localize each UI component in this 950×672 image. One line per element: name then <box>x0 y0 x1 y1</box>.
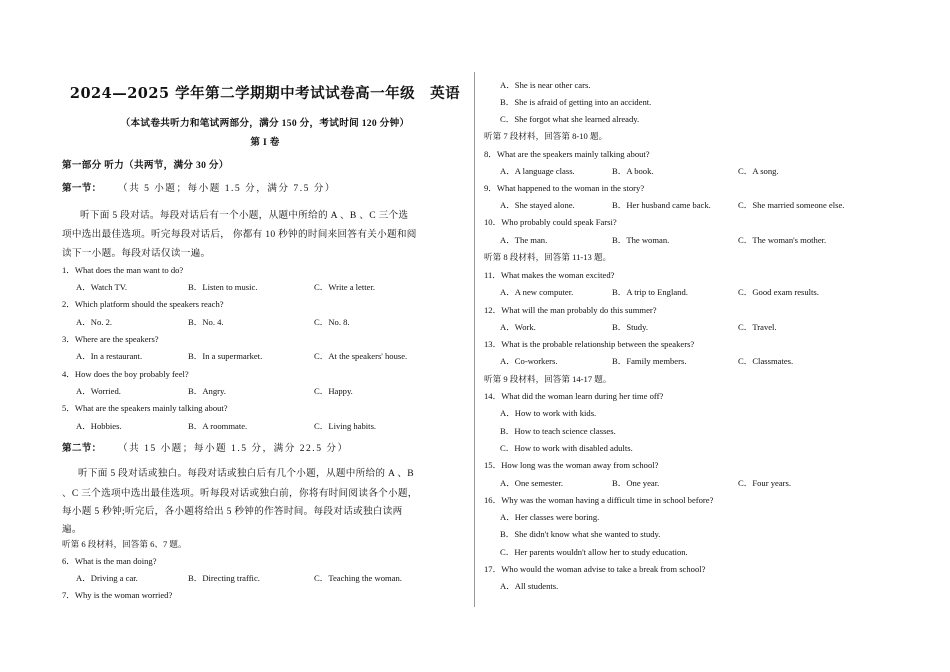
option: A．Watch TV. <box>76 282 128 292</box>
option: A．A new computer. <box>500 287 574 297</box>
exam-subtitle: （本试卷共听力和笔试两部分，满分 150 分，考试时间 120 分钟） <box>120 118 410 129</box>
option: B．Study. <box>612 322 648 332</box>
option: B．How to teach science classes. <box>500 426 616 436</box>
option: A．In a restaurant. <box>76 351 143 361</box>
sec1-para: 读下一小题。每段对话仅读一遍。 <box>62 248 211 259</box>
option: B．In a supermarket. <box>188 351 263 361</box>
sec2-desc: （共 15 小题；每小题 1.5 分，满分 22.5 分） <box>118 443 349 454</box>
option: B．Listen to music. <box>188 282 258 292</box>
sec1-para: 项中选出最佳选项。听完每段对话后， 你都有 10 秒钟的时间来回答有关小题和阅 <box>62 229 417 240</box>
option: C．Happy. <box>314 386 353 396</box>
sec1-label: 第一节： <box>62 183 102 194</box>
option: B．A book. <box>612 166 654 176</box>
option: B．Her husband came back. <box>612 200 711 210</box>
column-divider <box>474 72 475 607</box>
exam-title: 2024—2025 学年第二学期期中考试试卷高一年级 英语 <box>69 85 461 102</box>
question: 11．What makes the woman excited? <box>484 270 615 280</box>
volume-heading: 第 I 卷 <box>250 137 280 148</box>
option: B．She is afraid of getting into an accident. <box>500 97 652 107</box>
option: B．A trip to England. <box>612 287 688 297</box>
option: C．She married someone else. <box>738 200 845 210</box>
option: C．Travel. <box>738 322 777 332</box>
option: A．Her classes were boring. <box>500 512 600 522</box>
material-note: 听第 7 段材料，回答第 8-10 题。 <box>484 131 608 141</box>
option: C．How to work with disabled adults. <box>500 443 633 453</box>
option: A．Co-workers. <box>500 356 558 366</box>
option: C．No. 8. <box>314 317 350 327</box>
option: B．Angry. <box>188 386 226 396</box>
option: A．She stayed alone. <box>500 200 575 210</box>
option: B．Directing traffic. <box>188 573 260 583</box>
part1-heading: 第一部分 听力（共两节，满分 30 分） <box>62 160 229 171</box>
option: C．Her parents wouldn't allow her to study education. <box>500 547 688 557</box>
question: 2．Which platform should the speakers reach? <box>62 299 224 309</box>
option: C．Good exam results. <box>738 287 819 297</box>
option: C．The woman's mother. <box>738 235 827 245</box>
question: 6．What is the man doing? <box>62 556 157 566</box>
option: A．Work. <box>500 322 536 332</box>
question: 9．What happened to the woman in the story? <box>484 183 645 193</box>
option: C．Write a letter. <box>314 282 375 292</box>
option: A．Worried. <box>76 386 121 396</box>
material-note: 听第 6 段材料，回答第 6、7 题。 <box>62 539 187 549</box>
option: C．Classmates. <box>738 356 794 366</box>
question: 16．Why was the woman having a difficult time in school before? <box>484 495 714 505</box>
material-note: 听第 8 段材料，回答第 11-13 题。 <box>484 252 612 262</box>
option: A．Driving a car. <box>76 573 138 583</box>
option: B．She didn't know what she wanted to study. <box>500 529 661 539</box>
option: C．At the speakers' house. <box>314 351 408 361</box>
sec2-para: 、C 三个选项中选出最佳选项。听每段对话或独白前，你将有时间阅读各个小题， <box>62 488 418 499</box>
option: A．How to work with kids. <box>500 408 597 418</box>
option: A．She is near other cars. <box>500 80 591 90</box>
question: 1．What does the man want to do? <box>62 265 184 275</box>
option: B．No. 4. <box>188 317 224 327</box>
option: A．One semester. <box>500 478 564 488</box>
option: C．Teaching the woman. <box>314 573 402 583</box>
option: C．A song. <box>738 166 779 176</box>
option: A．Hobbies. <box>76 421 122 431</box>
question: 3．Where are the speakers? <box>62 334 159 344</box>
option: C．Living habits. <box>314 421 377 431</box>
option: C．Four years. <box>738 478 791 488</box>
sec2-para: 每小题 5 秒钟;听完后，各小题将给出 5 秒钟的作答时间。每段对话或独白读两 <box>62 506 403 517</box>
option: B．The woman. <box>612 235 670 245</box>
option: A．No. 2. <box>76 317 113 327</box>
option: A．A language class. <box>500 166 575 176</box>
question: 14．What did the woman learn during her time off? <box>484 391 664 401</box>
question: 5．What are the speakers mainly talking about? <box>62 403 228 413</box>
sec2-para: 遍。 <box>62 524 82 535</box>
question: 7．Why is the woman worried? <box>62 590 173 600</box>
material-note: 听第 9 段材料，回答第 14-17 题。 <box>484 374 612 384</box>
question: 8．What are the speakers mainly talking about? <box>484 149 650 159</box>
question: 10．Who probably could speak Farsi? <box>484 217 617 227</box>
sec1-para: 听下面 5 段对话。每段对话后有一个小题，从题中所给的 A 、B 、C 三个选 <box>80 210 409 221</box>
option: B．Family members. <box>612 356 687 366</box>
option: B．One year. <box>612 478 660 488</box>
question: 4．How does the boy probably feel? <box>62 369 189 379</box>
question: 15．How long was the woman away from school? <box>484 460 659 470</box>
question: 17．Who would the woman advise to take a break from school? <box>484 564 706 574</box>
sec2-label: 第二节： <box>62 443 102 454</box>
question: 13．What is the probable relationship between the speakers? <box>484 339 695 349</box>
sec1-desc: （共 5 小题；每小题 1.5 分，满分 7.5 分） <box>118 183 336 194</box>
option: C．She forgot what she learned already. <box>500 114 640 124</box>
option: B．A roommate. <box>188 421 248 431</box>
sec2-para: 听下面 5 段对话或独白。每段对话或独白后有几个小题，从题中所给的 A 、B <box>78 468 414 479</box>
option: A．All students. <box>500 581 559 591</box>
option: A．The man. <box>500 235 548 245</box>
question: 12．What will the man probably do this summer? <box>484 305 657 315</box>
